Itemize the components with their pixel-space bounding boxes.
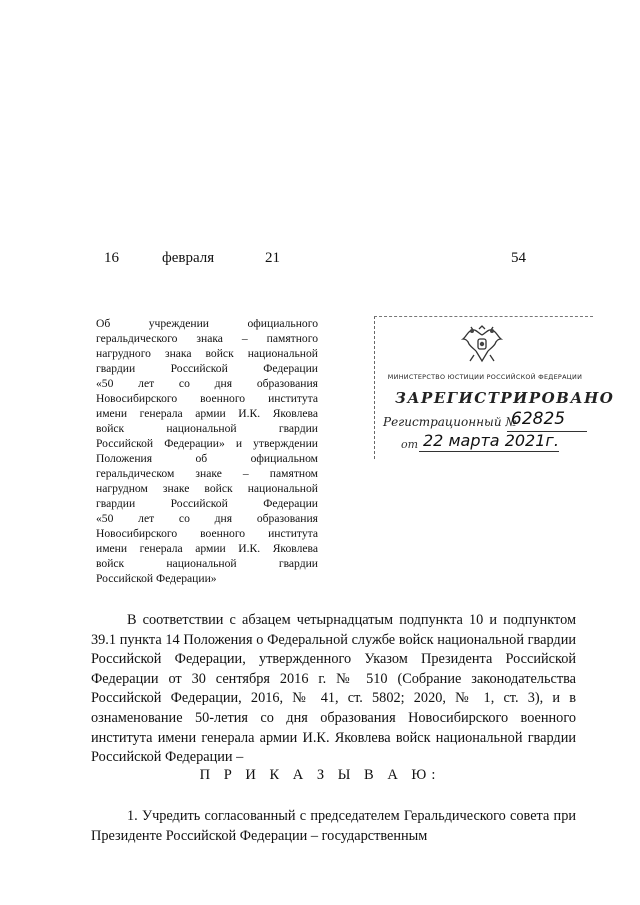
- title-line: имени генерала армии И.К. Яковлева: [96, 407, 318, 420]
- order-directive: П Р И К А З Ы В А Ю:: [199, 767, 441, 783]
- title-line: гвардии Российской Федерации: [96, 497, 318, 510]
- order-date-day: 16: [104, 250, 119, 266]
- title-line: «50 лет со дня образования: [96, 512, 318, 525]
- title-line: войск национальной гвардии: [96, 557, 318, 570]
- stamp-regnum-label: Регистрационный №: [383, 415, 517, 429]
- title-line: Новосибирского военного института: [96, 392, 318, 405]
- stamp-registered: ЗАРЕГИСТРИРОВАНО: [395, 389, 615, 407]
- title-line: Новосибирского военного института: [96, 527, 318, 540]
- stamp-from-label: от: [401, 438, 419, 451]
- order-date-year: 21: [265, 250, 280, 266]
- title-line: Российской Федерации» и утверждении: [96, 437, 318, 450]
- title-line: войск национальной гвардии: [96, 422, 318, 435]
- order-title: [96, 316, 318, 586]
- title-line: Российской Федерации»: [96, 572, 217, 585]
- stamp-from-value: 22 марта 2021г.: [423, 431, 559, 450]
- title-line: геральдического знака – памятного: [96, 332, 318, 345]
- title-line: Положения об официальном: [96, 452, 318, 465]
- title-line: гвардии Российской Федерации: [96, 362, 318, 375]
- order-date-month: февраля: [162, 250, 215, 266]
- title-line: имени генерала армии И.К. Яковлева: [96, 542, 318, 555]
- title-line: Об учреждении официального: [96, 317, 318, 330]
- double-headed-eagle-icon: [460, 325, 504, 365]
- stamp-regnum-value: 62825: [511, 409, 566, 429]
- title-line: геральдическом знаке – памятном: [96, 467, 318, 480]
- stamp-date-underline: [419, 451, 559, 452]
- title-line: нагрудном знаке войск национальной: [96, 482, 318, 495]
- registration-stamp: [374, 316, 615, 459]
- title-line: «50 лет со дня образования: [96, 377, 318, 390]
- title-line: нагрудного знака войск национальной: [96, 347, 318, 360]
- order-number: 54: [511, 250, 526, 266]
- stamp-ministry: МИНИСТЕРСТВО ЮСТИЦИИ РОССИЙСКОЙ ФЕДЕРАЦИИ: [387, 373, 583, 381]
- preamble-paragraph: В соответствии с абзацем четырнадцатым подпункта 10 и подпунктом 39.1 пункта 14 Положения о Федеральной службе войск национальной гвардии Российской Федерации, утвержденного Указом Президента Российской Федерации от 30 сентября 2016 г. № 510 (Собрание законодательства Российской Федерации, 2016, № 41, ст. 5802; 2020, № 1, ст. 3), и в ознаменование 50-летия со дня образования Новосибирского военного института имени генерала армии И.К. Яковлева войск национальной гвардии Российской Федерации –: [91, 612, 576, 766]
- order-item-1: 1. Учредить согласованный с председателем Геральдического совета при Президенте Российской Федерации – государственным: [91, 808, 576, 844]
